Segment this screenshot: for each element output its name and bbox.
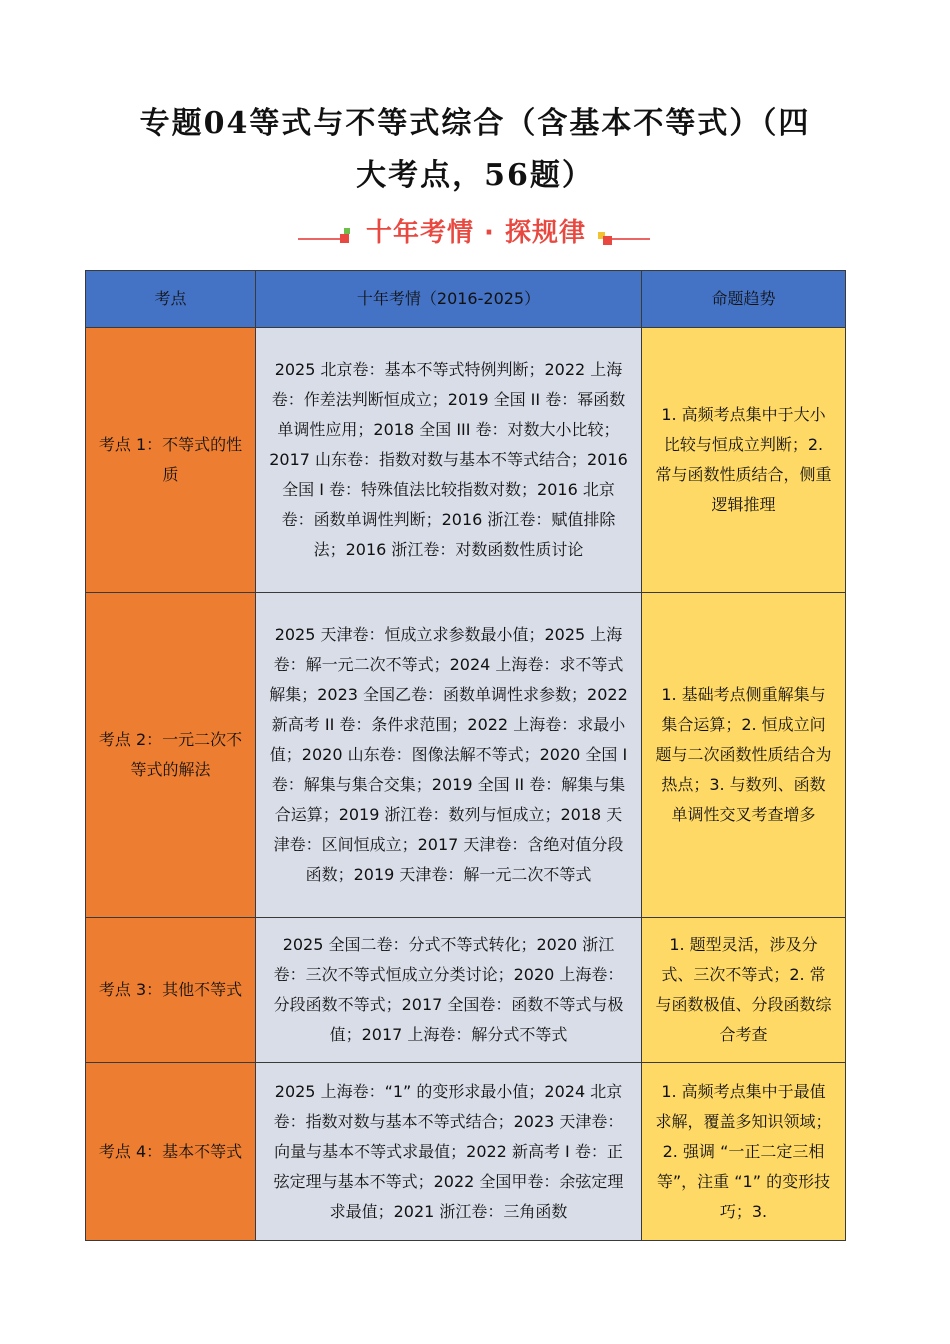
table-row <box>86 1063 846 1241</box>
banner-line-left <box>298 238 340 240</box>
table-row <box>86 328 846 593</box>
header-history: 十年考情（2016-2025） <box>256 271 642 328</box>
topic-cell <box>86 918 256 1063</box>
trend-text: 1. 高频考点集中于大小比较与恒成立判断；2. 常与函数性质结合，侧重逻辑推理 <box>655 405 832 514</box>
section-banner <box>0 212 950 252</box>
history-cell <box>256 918 642 1063</box>
banner-line-right <box>612 238 650 240</box>
banner-square-green-icon <box>344 228 350 234</box>
history-text: 2025 全国二卷：分式不等式转化；2020 浙江卷：三次不等式恒成立分类讨论；2020 上海卷：分段函数不等式；2017 全国卷：函数不等式与极值；2017 上海卷：解分式不等式 <box>273 935 624 1044</box>
history-text: 2025 天津卷：恒成立求参数最小值；2025 上海卷：解一元二次不等式；2024 上海卷：求不等式解集；2023 全国乙卷：函数单调性求参数；2022 新高考 II 卷：条件求范围；2022 上海卷：求最小值；2020 山东卷：图像法解不等式；2020 全国 I 卷：解集与集合交集；2019 全国 II 卷：解集与集合运算；2019 浙江卷：数列与恒成立；2018 天津卷：区间恒成立；2017 天津卷：含绝对值分段函数；2019 天津卷：解一元二次不等式 <box>269 625 628 884</box>
trend-cell <box>642 1063 846 1241</box>
trend-cell <box>642 593 846 918</box>
table-row <box>86 918 846 1063</box>
trend-text: 1. 高频考点集中于最值求解，覆盖多知识领域；2. 强调 “一正二定三相等”，注重 “1” 的变形技巧；3. <box>655 1081 832 1221</box>
banner-square-red-icon <box>340 234 349 243</box>
topic-cell <box>86 328 256 593</box>
header-topic: 考点 <box>86 271 256 328</box>
history-text: 2025 北京卷：基本不等式特例判断；2022 上海卷：作差法判断恒成立；2019 全国 II 卷：幂函数单调性应用；2018 全国 III 卷：对数大小比较；2017 山东卷：指数对数与基本不等式结合；2016 全国 I 卷：特殊值法比较指数对数；2016 北京卷：函数单调性判断；2016 浙江卷：赋值排除法；2016 浙江卷：对数函数性质讨论 <box>269 360 628 559</box>
table-header-row <box>86 271 846 328</box>
topic-text: 考点 4：基本不等式 <box>98 1141 243 1161</box>
table-row <box>86 593 846 918</box>
trend-text: 1. 基础考点侧重解集与集合运算；2. 恒成立问题与二次函数性质结合为热点；3. 与数列、函数单调性交叉考查增多 <box>655 685 832 824</box>
history-cell <box>256 593 642 918</box>
trend-cell <box>642 918 846 1063</box>
banner-square-red-icon <box>603 236 612 245</box>
title-line-2: 大考点，56题） <box>356 158 594 193</box>
title-line-1: 专题04等式与不等式综合（含基本不等式）（四 <box>139 106 811 141</box>
history-cell <box>256 1063 642 1241</box>
trend-text: 1. 题型灵活，涉及分式、三次不等式；2. 常与函数极值、分段函数综合考查 <box>655 935 832 1044</box>
topic-text: 考点 1：不等式的性质 <box>98 435 243 484</box>
topic-cell <box>86 1063 256 1241</box>
exam-trend-table <box>85 270 846 1241</box>
topic-cell <box>86 593 256 918</box>
history-text: 2025 上海卷：“1” 的变形求最小值；2024 北京卷：指数对数与基本不等式结合；2023 天津卷：向量与基本不等式求最值；2022 新高考 I 卷：正弦定理与基本不等式；2022 全国甲卷：余弦定理求最值；2021 浙江卷：三角函数 <box>273 1081 624 1221</box>
topic-text: 考点 2：一元二次不等式的解法 <box>98 730 243 779</box>
trend-cell <box>642 328 846 593</box>
header-trend: 命题趋势 <box>642 271 846 328</box>
history-cell <box>256 328 642 593</box>
topic-text: 考点 3：其他不等式 <box>98 980 243 999</box>
banner-text: 十年考情 · 探规律 <box>366 218 586 248</box>
document-title <box>0 98 950 202</box>
